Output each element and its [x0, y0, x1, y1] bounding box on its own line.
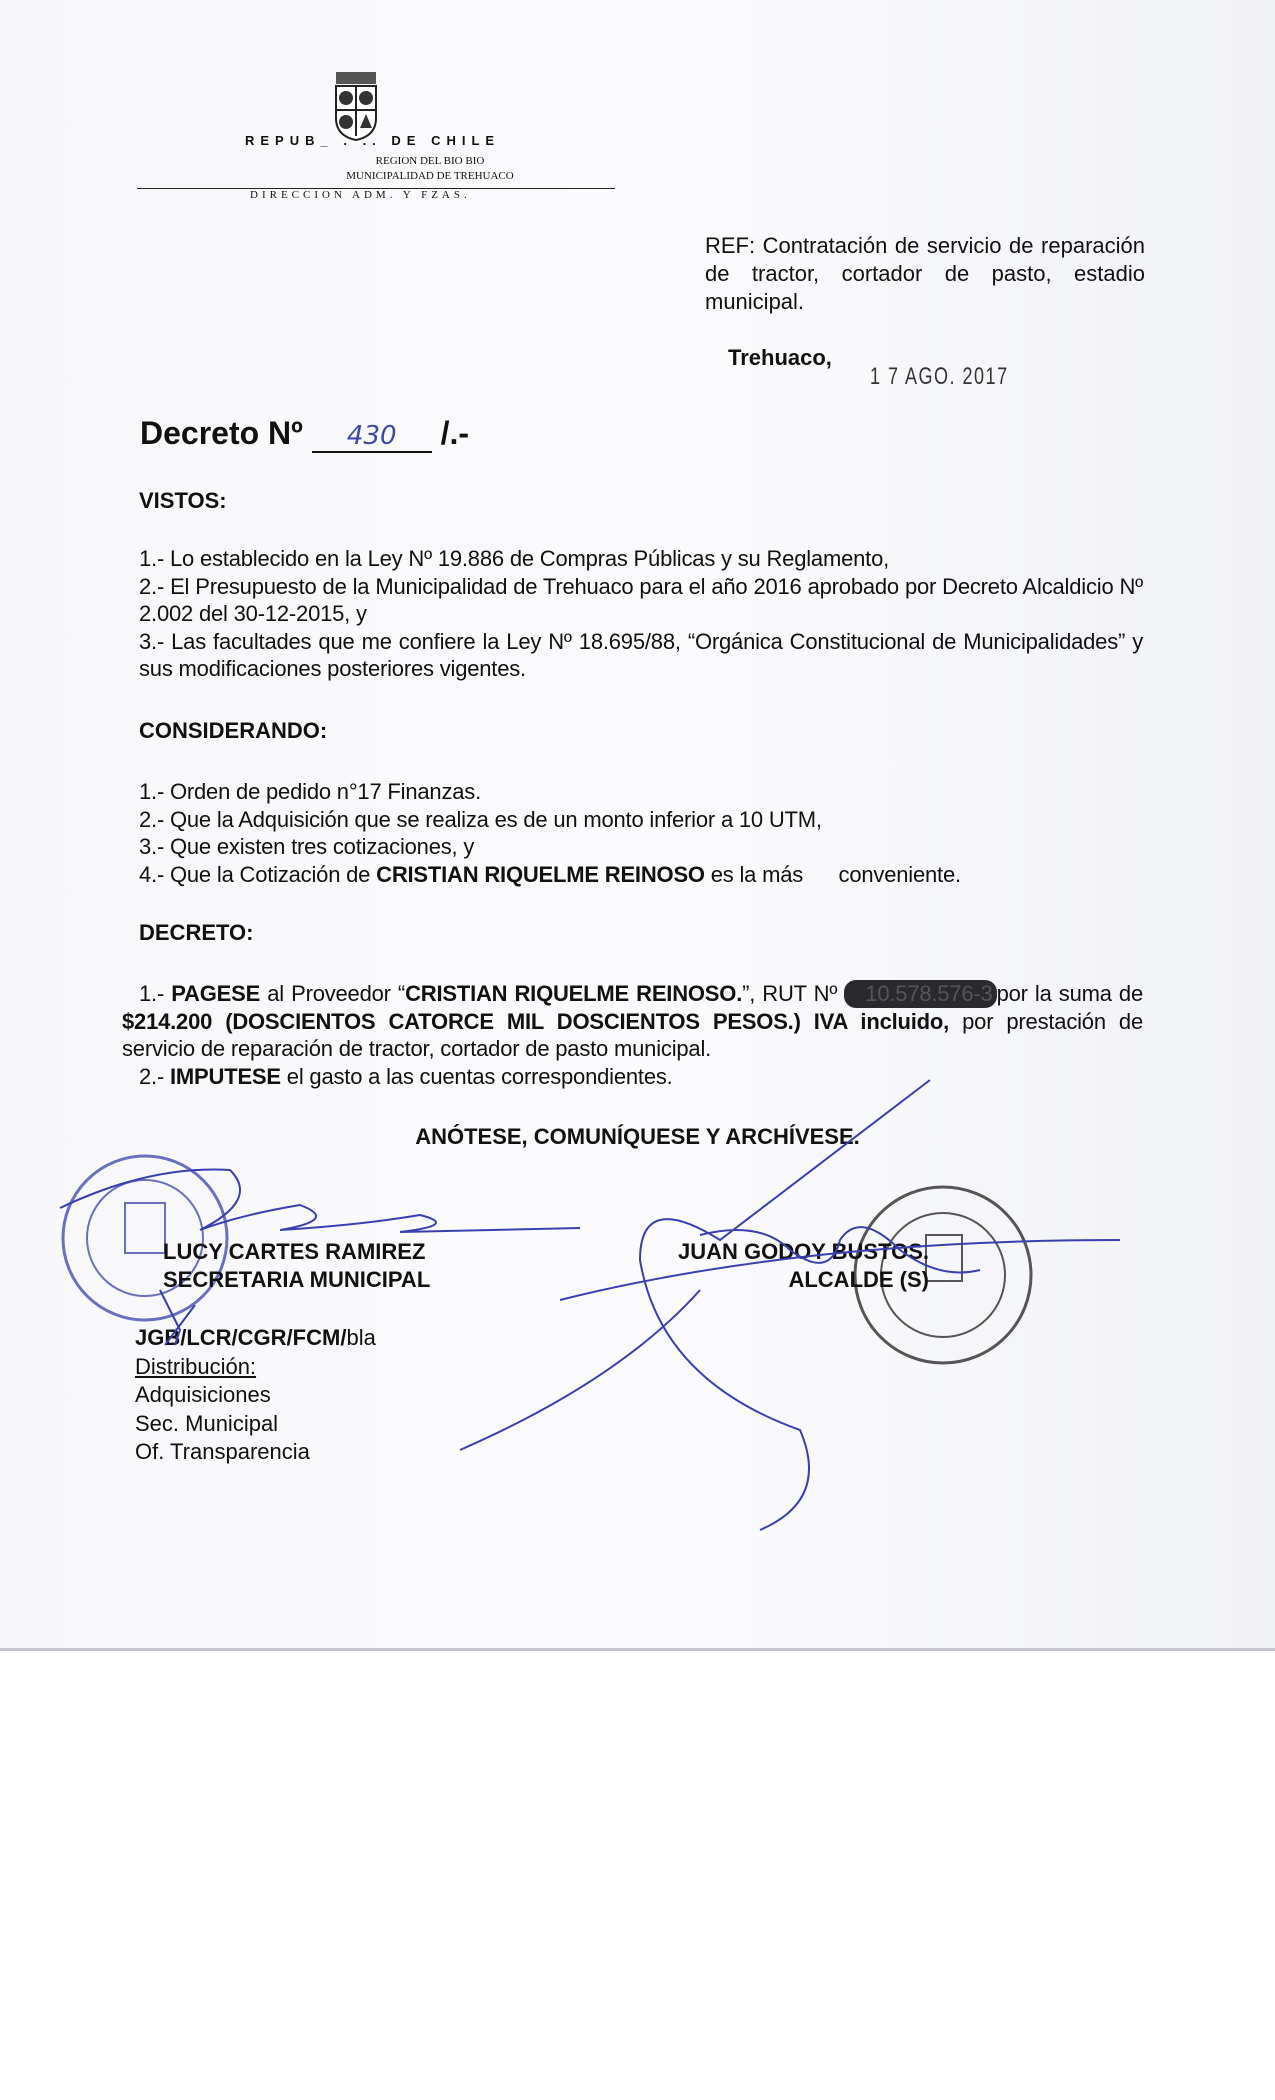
list-item: 2.- Que la Adquisición que se realiza es de un monto inferior a 10 UTM,	[139, 806, 822, 832]
decree-number-handwritten: 430	[312, 421, 432, 453]
list-item: Adquisiciones	[135, 1382, 271, 1407]
distribution-heading: Distribución:	[135, 1353, 257, 1379]
text: IMPUTESE	[170, 1063, 281, 1089]
header-region: REGION DEL BIO BIO	[375, 155, 485, 167]
text: bla	[346, 1325, 376, 1350]
supplier-name: CRISTIAN RIQUELME REINOSO	[376, 861, 705, 887]
text: por la suma de	[996, 981, 1143, 1006]
list-item: 1.- Orden de pedido n°17 Finanzas.	[139, 779, 481, 804]
decree-suffix: /.-	[440, 415, 470, 451]
signer-name: JUAN GODOY BUSTOS.	[678, 1239, 930, 1264]
signer-title: ALCALDE (S)	[788, 1267, 930, 1292]
text: JGB/LCR/CGR/FCM/	[135, 1325, 347, 1350]
place: Trehuaco,	[728, 345, 832, 370]
decreto-heading: DECRETO:	[139, 920, 254, 945]
date-stamp: 1 7 AGO. 2017	[870, 363, 1009, 390]
decree-label: Decreto Nº	[140, 415, 303, 451]
text: al Proveedor “	[260, 981, 406, 1006]
amount: $214.200 (DOSCIENTOS CATORCE MIL DOSCIENTOS PESOS.) IVA incluido,	[122, 1008, 950, 1034]
reference: REF: Contratación de servicio de reparación de tractor, cortador de pasto, estadio municipal.	[705, 233, 1145, 314]
considerando-heading: CONSIDERANDO:	[139, 718, 328, 743]
list-item: 3.- Las facultades que me confiere la Ley Nº 18.695/88, “Orgánica Constitucional de Municipalidades” y sus modificaciones posteriores vigentes.	[139, 628, 1143, 681]
text: el gasto a las cuentas correspondientes.	[280, 1063, 673, 1089]
redacted-rut: 10.578.576-3	[844, 980, 996, 1008]
header-department: DIRECCION ADM. Y FZAS.	[250, 189, 471, 201]
closing-formula: ANÓTESE, COMUNÍQUESE Y ARCHÍVESE.	[415, 1124, 860, 1149]
supplier-name: CRISTIAN RIQUELME REINOSO.	[405, 981, 743, 1006]
list-item: Sec. Municipal	[135, 1410, 279, 1436]
text: 4.- Que la Cotización de	[139, 861, 377, 887]
text: es la más conveniente.	[704, 861, 961, 887]
list-item: 3.- Que existen tres cotizaciones, y	[139, 834, 475, 859]
list-item: 1.- Lo establecido en la Ley Nº 19.886 de Compras Públicas y su Reglamento,	[139, 546, 890, 571]
text: PAGESE	[171, 981, 261, 1006]
text: ”, RUT Nº	[742, 981, 845, 1006]
vistos-heading: VISTOS:	[139, 488, 227, 513]
list-item: Of. Transparencia	[135, 1439, 310, 1464]
header-republic: REPUB_ . .. DE CHILE	[245, 133, 501, 148]
signature-lucy	[60, 1169, 580, 1232]
list-item: 2.- El Presupuesto de la Municipalidad de Trehuaco para el año 2016 aprobado por Decreto Alcaldicio Nº 2.002 del 30-12-2015, y	[139, 573, 1143, 626]
text: 2.-	[139, 1063, 170, 1089]
text: 1.-	[139, 981, 172, 1006]
signature-juan	[460, 1080, 1120, 1530]
signer-name: LUCY CARTES RAMIREZ	[163, 1239, 426, 1264]
text: por prestación de servicio de reparación de tractor, cortador de pasto municipal.	[122, 1008, 1143, 1061]
header-municipality: MUNICIPALIDAD DE TREHUACO	[346, 170, 514, 182]
signer-title: SECRETARIA MUNICIPAL	[163, 1267, 431, 1292]
